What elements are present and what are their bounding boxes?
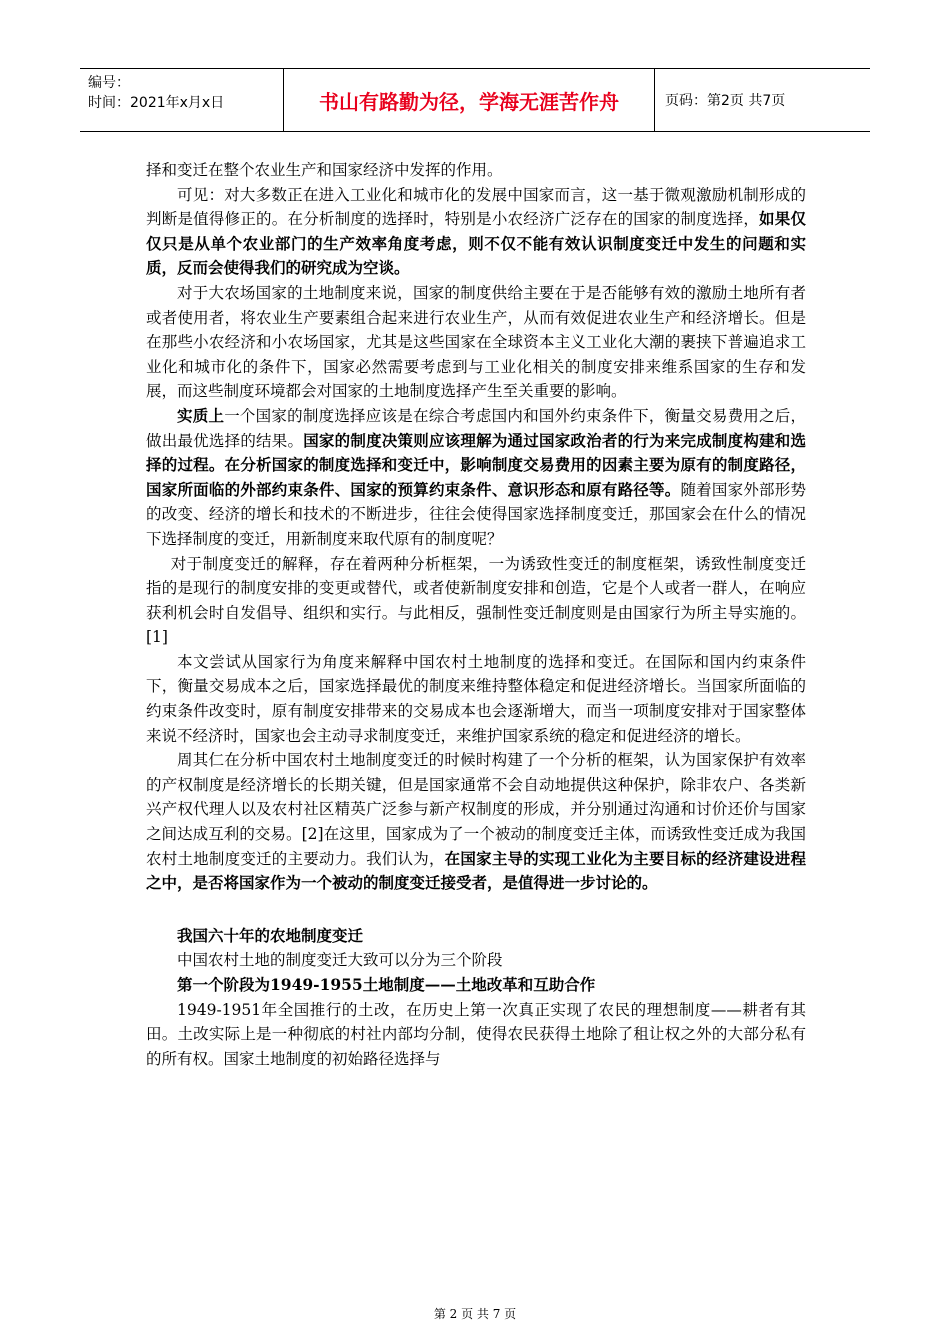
text-run: 我国六十年的农地制度变迁 (177, 925, 364, 945)
text-run: 1949-1951年全国推行的土改，在历史上第一次真正实现了农民的理想制度——耕者有其田。土改实际上是一种彻底的村社内部均分制，使得农民获得土地除了租让权之外的大部分私有的所有权。国家土地制度的初始路径选择与 (146, 1000, 806, 1068)
text-run: 如果仅仅只是从单个农业部门的生产效率角度考虑，则不仅不能有效认识制度变迁中发生的问题和实质，反而会使得我们的研究成为空谈。 (146, 209, 806, 278)
paragraph-1 (146, 158, 806, 183)
page-header (80, 68, 870, 132)
text-run: 一个国家的制度选择应该是在综合考虑国内和国外约束条件下，衡量交易费用之后，做出最优选择的结果。 (146, 406, 806, 450)
page-footer: 第 2 页 共 7 页 (433, 1307, 517, 1321)
section-gap (146, 896, 806, 924)
text-run: 可见：对大多数正在进入工业化和城市化的发展中国家而言，这一基于微观激励机制形成的判断是值得修正的。在分析制度的选择时，特别是小农经济广泛存在的国家的制度选择， (146, 185, 806, 229)
section-intro (146, 948, 806, 973)
stage-one-heading (146, 973, 806, 998)
text-run: 国家的制度决策则应该理解为通过国家政治者的行为来完成制度构建和选择的过程。在分析国家的制度选择和变迁中，影响制度交易费用的因素主要为原有的制度路径，国家所面临的外部约束条件、国家的预算约束条件、意识形态和原有路径等。 (146, 430, 806, 499)
header-motto: 书山有路勤为径，学海无涯苦作舟 (283, 69, 655, 131)
header-page-info: 页码：第2页 共7页 (665, 93, 786, 109)
paragraph-2 (146, 183, 806, 281)
text-run: 第一个阶段为1949-1955土地制度——土地改革和互助合作 (177, 975, 596, 994)
text-run: 择和变迁在整个农业生产和国家经济中发挥的作用。 (146, 161, 503, 179)
document-number-label: 编号： (88, 75, 130, 91)
text-run: 实质上 (177, 405, 225, 425)
document-body (146, 158, 806, 1071)
text-run: 周其仁在分析中国农村土地制度变迁的时候时构建了一个分析的框架，认为国家保护有效率的产权制度是经济增长的长期关键，但是国家通常不会自动地提供这种保护，除非农户、各类新兴产权代理人以及农村社区精英广泛参与新产权制度的形成，并分别通过沟通和讨价还价与国家之间达成互利的交易。[2]在这里，国家成为了一个被动的制度变迁主体，而诱致性变迁成为我国农村土地制度变迁的主要动力。我们认为， (146, 751, 806, 868)
text-run: 在国家主导的实现工业化为主要目标的经济建设进程之中，是否将国家作为一个被动的制度变迁接受者，是值得进一步讨论的。 (146, 848, 806, 893)
text-run: 随着国家外部形势的改变、经济的增长和技术的不断进步，往往会使得国家选择制度变迁，那国家会在什么的情况下选择制度的变迁，用新制度来取代原有的制度呢？ (146, 480, 806, 548)
paragraph-5 (146, 552, 806, 650)
document-time-label: 时间：2021年x月x日 (88, 95, 225, 111)
header-meta (80, 69, 283, 131)
paragraph-6 (146, 650, 806, 748)
text-run: 对于制度变迁的解释，存在着两种分析框架，一为诱致性变迁的制度框架，诱致性制度变迁指的是现行的制度安排的变更或替代，或者使新制度安排和创造，它是个人或者一群人，在响应获利机会时自发倡导、组织和实行。与此相反，强制性变迁制度则是由国家行为所主导实施的。[1] (146, 554, 806, 647)
text-run: 中国农村土地的制度变迁大致可以分为三个阶段 (177, 951, 503, 970)
section-heading (146, 924, 806, 949)
paragraph-stage-one (146, 998, 806, 1072)
text-run: 本文尝试从国家行为角度来解释中国农村土地制度的选择和变迁。在国际和国内约束条件下，衡量交易成本之后，国家选择最优的制度来维持整体稳定和促进经济增长。当国家所面临的约束条件改变时，原有制度安排带来的交易成本也会逐渐增大，而当一项制度安排对于国家整体来说不经济时，国家也会主动寻求制度变迁，来维护国家系统的稳定和促进经济的增长。 (146, 652, 806, 745)
paragraph-7 (146, 748, 806, 896)
paragraph-3 (146, 281, 806, 404)
paragraph-4 (146, 404, 806, 552)
text-run: 对于大农场国家的土地制度来说，国家的制度供给主要在于是否能够有效的激励土地所有者或者使用者，将农业生产要素组合起来进行农业生产，从而有效促进农业生产和经济增长。但是在那些小农经济和小农场国家，尤其是这些国家在全球资本主义工业化大潮的裹挟下普遍追求工业化和城市化的条件下，国家必然需要考虑到与工业化相关的制度安排来维系国家的生存和发展，而这些制度环境都会对国家的土地制度选择产生至关重要的影响。 (146, 283, 806, 401)
